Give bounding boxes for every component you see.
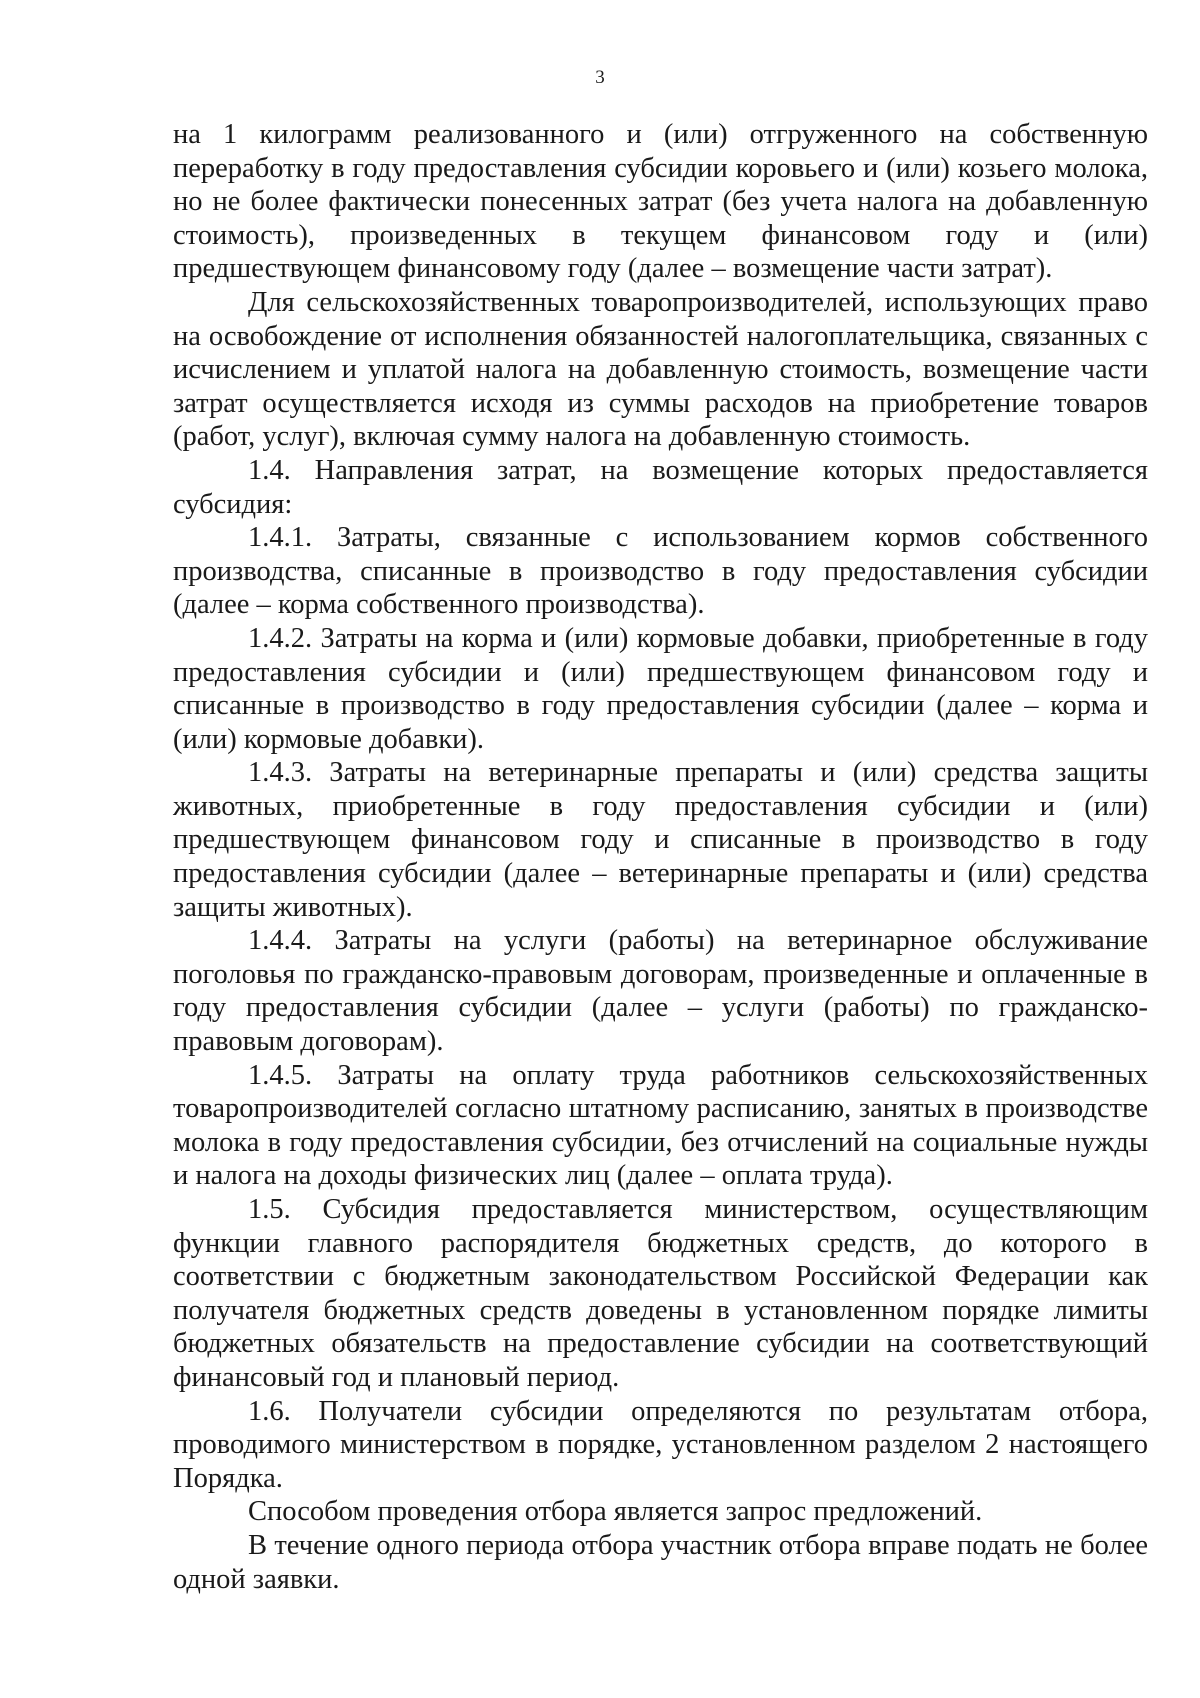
paragraph-1-4-1: 1.4.1. Затраты, связанные с использованием кормов собственного производства, списанные в производство в году предоставления субсидии (далее – корма собственного производства). [173,522,1148,621]
paragraph-1-4-2: 1.4.2. Затраты на корма и (или) кормовые добавки, приобретенные в году предоставления субсидии и (или) предшествующем финансовом году и списанные в производство в году предоставления субсидии (далее – корма и (или) кормовые добавки). [173,622,1148,755]
paragraph-1-4-5: 1.4.5. Затраты на оплату труда работников сельскохозяйственных товаропроизводителей согласно штатному расписанию, занятых в производстве молока в году предоставления субсидии, без отчислений на социальные нужды и налога на доходы физических лиц (далее – оплата труда). [173,1059,1148,1192]
paragraph-1-6: 1.6. Получатели субсидии определяются по результатам отбора, проводимого министерством в порядке, установленном разделом 2 настоящего Порядка. [173,1395,1148,1494]
paragraph-selection-method: Способом проведения отбора является запрос предложений. [248,1496,983,1528]
paragraph-vat-exemption: Для сельскохозяйственных товаропроизводителей, использующих право на освобождение от исполнения обязанностей налогоплательщика, связанных с исчислением и уплатой налога на добавленную стоимость, возмещение части затрат осуществляется исходя из суммы расходов на приобретение товаров (работ, услуг), включая сумму налога на добавленную стоимость. [173,286,1148,453]
paragraph-1-4-4: 1.4.4. Затраты на услуги (работы) на ветеринарное обслуживание поголовья по гражданско-правовым договорам, произведенные и оплаченные в году предоставления субсидии (далее – услуги (работы) по гражданско-правовым договорам). [173,925,1148,1058]
paragraph-1-5: 1.5. Субсидия предоставляется министерством, осуществляющим функции главного распорядителя бюджетных средств, до которого в соответствии с бюджетным законодательством Российской Федерации как получателя бюджетных средств доведены в установленном порядке лимиты бюджетных обязательств на предоставление субсидии на соответствующий финансовый год и плановый период. [173,1194,1148,1393]
document-body [173,118,1148,1596]
paragraph-single-application: В течение одного периода отбора участник отбора вправе подать не более одной заявки. [173,1529,1148,1595]
paragraph-continuation: на 1 килограмм реализованного и (или) отгруженного на собственную переработку в году предоставления субсидии коровьего и (или) козьего молока, но не более фактически понесенных затрат (без учета налога на добавленную стоимость), произведенных в текущем финансовом году и (или) предшествующем финансовому году (далее – возмещение части затрат). [173,119,1148,285]
paragraph-1-4: 1.4. Направления затрат, на возмещение которых предоставляется субсидия: [173,454,1148,520]
page-number: 3 [595,67,605,88]
paragraph-1-4-3: 1.4.3. Затраты на ветеринарные препараты и (или) средства защиты животных, приобретенные в году предоставления субсидии и (или) предшествующем финансовом году и списанные в производство в году предоставления субсидии (далее – ветеринарные препараты и (или) средства защиты животных). [173,757,1148,923]
